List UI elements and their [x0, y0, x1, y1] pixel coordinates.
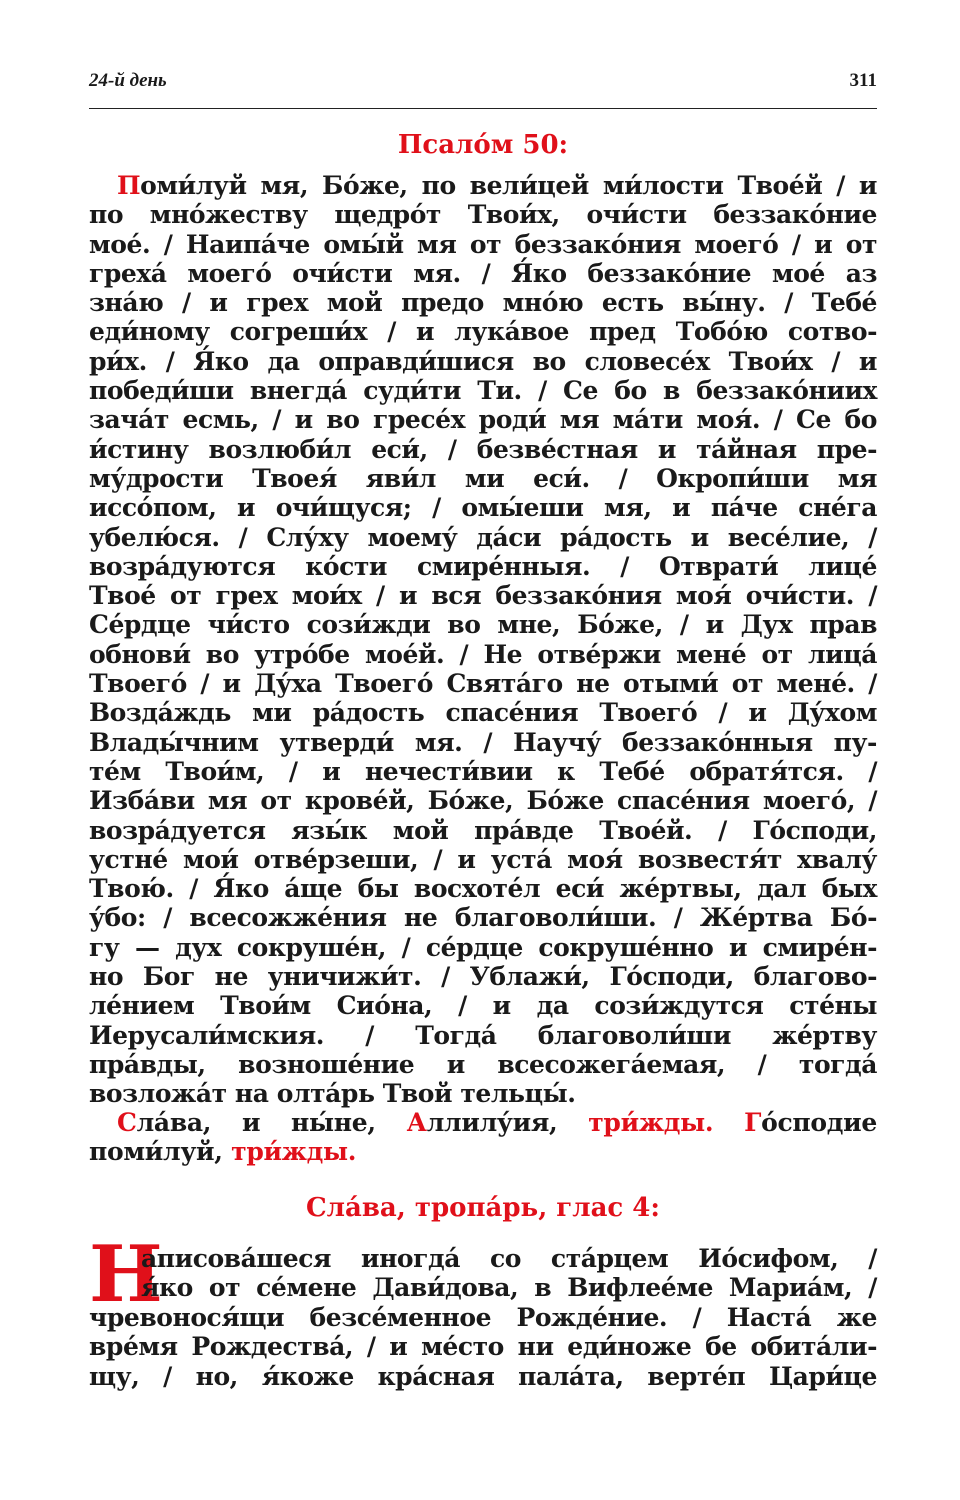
psalm-line-text: Влады́чним утверди́ мя. / Научу́ беззако́нныя пу-: [89, 727, 877, 757]
psalm-line: [89, 552, 877, 581]
psalm-line-text: по мно́жеству щедро́т Твои́х, очи́сти беззако́ние: [89, 200, 877, 230]
psalm-line: [89, 1079, 877, 1108]
psalm-line: [89, 317, 877, 346]
psalm-line: [89, 669, 877, 698]
psalm-line-text: Твою́. / Я́ко а́ще бы восхоте́л еси́ же́ртвы, дал бых: [89, 874, 877, 904]
psalm-line: [89, 493, 877, 522]
gospodi-initial: Г: [713, 1108, 762, 1137]
psalm-line-text: у́бо: / всесожже́ния не благоволи́ши. / Же́ртва Бо́-: [89, 903, 877, 933]
thrice-rubric-2: три́жды.: [231, 1137, 357, 1167]
psalm-line-text: ле́нием Твои́м Сио́на, / и да сози́ждутся сте́ны: [89, 991, 877, 1021]
psalm-line-text: но Бог не уничижи́т. / Ублажи́, Го́споди, благово-: [89, 962, 877, 992]
psalm-line: [89, 933, 877, 962]
troparion-line: [89, 1362, 877, 1391]
psalm-initial: П: [117, 171, 141, 200]
gloria-text: [89, 1108, 877, 1167]
psalm-line: [89, 728, 877, 757]
psalm-line: [89, 435, 877, 464]
psalm-line: [89, 171, 877, 200]
slava-text: ла́ва, и ны́не,: [136, 1108, 407, 1137]
psalm-line: [89, 757, 877, 786]
psalm-line-text: возра́дуются ко́сти смире́нныя. / Отврати́ лице́: [89, 551, 877, 581]
psalm-line-text: обнови́ во утро́бе мое́й. / Не отве́ржи мене́ от лица́: [89, 639, 877, 669]
drop-cap-initial: Н: [89, 1229, 163, 1320]
psalm-line-text: Изба́ви мя от крове́й, Бо́же, Бо́же спасе́ния моего́, /: [89, 786, 877, 816]
psalm-line: [89, 845, 877, 874]
troparion-line-text: вре́мя Рождества́, / и ме́сто ни еди́ноже бе обита́ли-: [89, 1332, 877, 1362]
troparion-heading: Сла́ва, тропа́рь, глас 4:: [305, 1193, 660, 1223]
psalm-line: [89, 347, 877, 376]
psalm-line-text: Се́рдце чи́сто сози́жди во мне, Бо́же, / и Дух прав: [89, 610, 877, 640]
psalm-line-text: еди́ному согреши́х / и лука́вое пред Тобо́ю сотво-: [89, 317, 877, 347]
slava-initial: С: [117, 1108, 137, 1137]
psalm-line-text: му́дрости Твоея́ яви́л ми еси́. / Окропи́ши мя: [89, 463, 877, 493]
psalm-line-text: зна́ю / и грех мой предо мно́ю есть вы́ну. / Тебе́: [89, 288, 877, 318]
psalm-line-text: гу — дух сокруше́н, / се́рдце сокруше́нно и смире́н-: [89, 932, 877, 962]
gloria-line-1: [89, 1108, 877, 1137]
troparion-line: [89, 1273, 877, 1302]
psalm-line: [89, 786, 877, 815]
pomiluy-text: поми́луй,: [89, 1137, 232, 1167]
troparion-line: [89, 1303, 877, 1332]
psalm-line-text: победи́ши внегда́ суди́ти Ти. / Се бо в беззако́ниих: [89, 376, 877, 406]
psalm-line-text: Иерусали́мския. / Тогда́ благоволи́ши же́ртву: [89, 1020, 877, 1050]
header-rule: [89, 108, 877, 109]
psalm-line: [89, 259, 877, 288]
psalm-line: [89, 464, 877, 493]
thrice-rubric: три́жды.: [588, 1108, 714, 1137]
psalm-heading: Псало́м 50:: [397, 130, 569, 160]
psalm-line: [89, 610, 877, 639]
psalm-line: [89, 230, 877, 259]
alleluia-initial: А: [406, 1108, 427, 1137]
psalm-line-text: те́м Твои́м, / и нечести́вии к Тебе́ обратя́тся. /: [89, 756, 877, 786]
psalm-line: [89, 698, 877, 727]
psalm-line-text: устне́ мои́ отве́рзеши, / и уста́ моя́ возвестя́т хвалу́: [89, 844, 877, 874]
psalm-line: [89, 200, 877, 229]
troparion-line-text: аписова́шеся иногда́ со ста́рцем Ио́сифом, /: [141, 1244, 877, 1273]
gospodi-text: о́сподиe: [761, 1108, 877, 1137]
psalm-line-text: возложа́т на олта́рь Твой тельцы́.: [89, 1079, 576, 1109]
psalm-line-text: убелю́ся. / Слу́ху моему́ да́си ра́дость и весе́лие, /: [89, 522, 877, 552]
psalm-line-text: и́стину возлюби́л еси́, / безве́стная и та́йная пре-: [89, 434, 877, 464]
page-number: 311: [849, 70, 877, 91]
psalm-line-text: возра́дуется язы́к мой пра́вде Твое́й. / Го́споди,: [89, 815, 877, 845]
psalm-text: [89, 171, 877, 1109]
psalm-line-text: зача́т есмь, / и во гресе́х роди́ мя ма́ти моя́. / Се бо: [89, 405, 877, 435]
psalm-line-text: пра́вды, возноше́ние и всесожега́емая, / тогда́: [89, 1049, 877, 1079]
running-head-title: 24-й день: [89, 70, 167, 91]
troparion-text: [89, 1229, 877, 1391]
alleluia-text: ллилу́ия,: [426, 1108, 589, 1137]
psalm-line: [89, 903, 877, 932]
psalm-line: [89, 523, 877, 552]
troparion-line: [89, 1244, 877, 1273]
psalm-line: [89, 816, 877, 845]
psalm-line-text: мое́. / Наипа́че омы́й мя от беззако́ния моего́ / и от: [89, 229, 877, 259]
psalm-line: [89, 405, 877, 434]
psalm-line: [89, 962, 877, 991]
troparion-line-text: я́ко от се́мене Дави́дова, в Вифлее́ме Мариа́м, /: [141, 1273, 877, 1303]
psalm-line: [89, 288, 877, 317]
psalm-line: [89, 640, 877, 669]
psalm-line-text: Твоего́ / и Ду́ха Твоего́ Свята́го не отыми́ от мене́. /: [89, 669, 877, 699]
psalm-line-text: Возда́ждь ми ра́дость спасе́ния Твоего́ / и Ду́хом: [89, 698, 877, 728]
gloria-line-2: [89, 1137, 877, 1166]
psalm-line-text: Твое́ от грех мои́х / и вся беззако́ния моя́ очи́сти. /: [89, 581, 877, 611]
psalm-line: [89, 1050, 877, 1079]
psalm-line-text: оми́луй мя, Бо́же, по вели́цей ми́лости Твое́й / и: [140, 171, 877, 200]
psalm-line: [89, 874, 877, 903]
troparion-line: [89, 1332, 877, 1361]
running-head: [89, 70, 877, 96]
psalm-line: [89, 991, 877, 1020]
psalm-line-text: ри́х. / Я́ко да оправди́шися во словесе́х Твои́х / и: [89, 346, 877, 376]
troparion-line-text: чревонося́щи безсе́менное Рожде́ние. / Наста́ же: [89, 1302, 877, 1332]
troparion-line-text: щу, / но, я́коже кра́сная пала́та, верте́п Цари́це: [89, 1361, 877, 1391]
psalm-line-text: иссо́пом, и очи́щуся; / омы́еши мя, и па́че сне́га: [89, 493, 877, 523]
psalm-line-text: греха́ моего́ очи́сти мя. / Я́ко беззако́ние мое́ аз: [89, 258, 877, 288]
psalm-line: [89, 1021, 877, 1050]
psalm-line: [89, 581, 877, 610]
psalm-line: [89, 376, 877, 405]
